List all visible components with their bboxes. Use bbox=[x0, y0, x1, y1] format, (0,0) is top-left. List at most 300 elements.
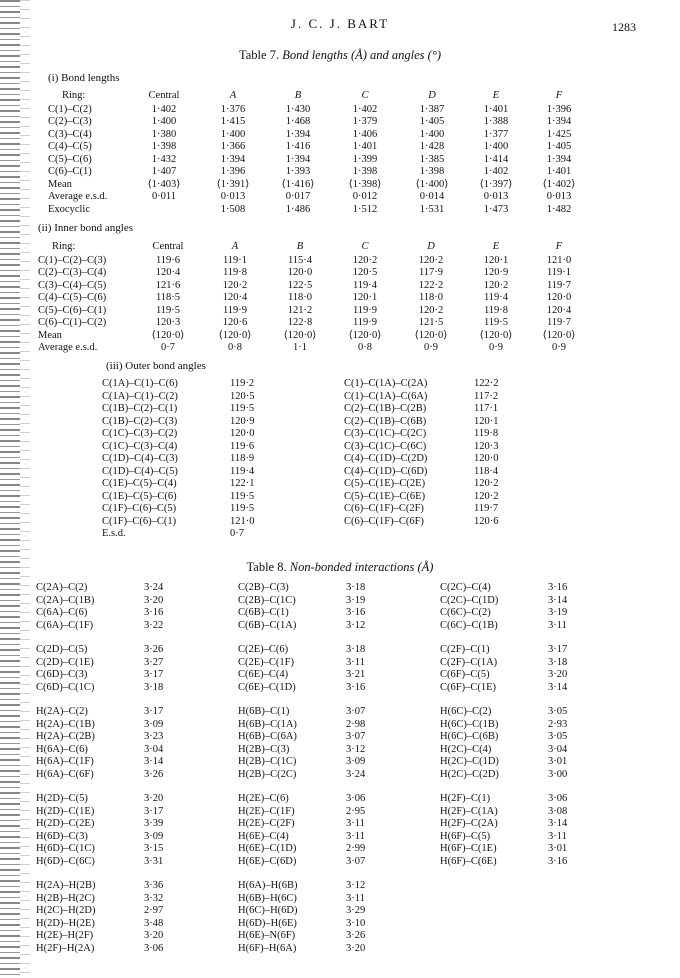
row-label: C(1)–C(2) bbox=[48, 103, 92, 115]
table-cell: 1·402 bbox=[352, 103, 378, 115]
outer-angles-left bbox=[102, 378, 280, 541]
angle-label: C(2)–C(1B)–C(6B) bbox=[344, 415, 427, 427]
distance-value: 3·06 bbox=[548, 793, 568, 804]
angle-row bbox=[344, 503, 524, 516]
interaction-row bbox=[440, 856, 588, 869]
distance-value: 2·99 bbox=[346, 843, 366, 854]
angle-value: 118·9 bbox=[230, 453, 255, 464]
interaction-row bbox=[36, 607, 184, 620]
interaction-group bbox=[238, 880, 386, 955]
atom-pair: H(6A)–C(6) bbox=[36, 743, 88, 755]
interaction-row bbox=[440, 657, 588, 670]
table-cell: 1·486 bbox=[285, 203, 311, 215]
interaction-row bbox=[440, 620, 588, 633]
distance-value: 3·11 bbox=[346, 892, 365, 904]
table-cell: ⟨1·402⟩ bbox=[542, 178, 576, 190]
atom-pair: H(6B)–C(6A) bbox=[238, 731, 297, 742]
column-header-central: Central bbox=[152, 241, 184, 252]
table-cell bbox=[128, 204, 200, 217]
row-label: C(1)–C(2)–C(3) bbox=[38, 254, 107, 266]
angle-label: C(5)–C(1E)–C(6E) bbox=[344, 490, 426, 502]
interaction-row bbox=[238, 744, 386, 757]
atom-pair: H(6D)–C(1C) bbox=[36, 843, 95, 854]
atom-pair: H(2E)–H(2F) bbox=[36, 930, 94, 941]
distance-value: 3·11 bbox=[346, 656, 365, 668]
angle-label: C(1F)–C(6)–C(5) bbox=[102, 503, 177, 514]
interaction-row bbox=[36, 657, 184, 670]
table-cell: 0·011 bbox=[151, 191, 177, 202]
distance-value: 3·09 bbox=[346, 756, 366, 767]
distance-value: 3·19 bbox=[548, 607, 568, 618]
distance-value: 3·14 bbox=[548, 594, 568, 606]
table-cell: 1·394 bbox=[546, 153, 572, 165]
interaction-row bbox=[36, 669, 184, 682]
distance-value: 3·20 bbox=[144, 594, 164, 606]
table-cell: 1·405 bbox=[419, 116, 445, 127]
atom-pair: H(6E)–C(1D) bbox=[238, 843, 297, 854]
distance-value: 3·18 bbox=[548, 656, 568, 668]
atom-pair: C(2B)–C(1C) bbox=[238, 594, 296, 606]
inner-angles-table bbox=[38, 241, 590, 355]
interaction-row bbox=[238, 818, 386, 831]
interaction-group bbox=[36, 793, 184, 868]
atom-pair: C(2C)–C(4) bbox=[440, 582, 491, 593]
column-header-ring-a: A bbox=[231, 241, 239, 252]
interaction-row bbox=[36, 880, 184, 893]
distance-value: 3·17 bbox=[144, 669, 164, 680]
table-cell: 1·394 bbox=[285, 128, 311, 140]
distance-value: 3·00 bbox=[548, 768, 568, 780]
angle-label: C(2)–C(1B)–C(2B) bbox=[344, 403, 427, 414]
row-label: C(6)–C(1) bbox=[48, 166, 92, 177]
atom-pair: C(6B)–C(1) bbox=[238, 607, 289, 618]
interaction-row bbox=[36, 756, 184, 769]
table-cell: 1·398 bbox=[419, 166, 445, 177]
row-label: C(5)–C(6) bbox=[48, 153, 92, 165]
table-cell: 1·401 bbox=[352, 141, 378, 152]
interaction-row bbox=[238, 769, 386, 782]
column-header-ring-d: D bbox=[428, 90, 436, 101]
atom-pair: H(2C)–H(2D) bbox=[36, 905, 96, 916]
atom-pair: C(2A)–C(1B) bbox=[36, 594, 95, 606]
bond-lengths-table bbox=[48, 90, 590, 216]
distance-value: 3·32 bbox=[144, 892, 164, 904]
interaction-row bbox=[238, 905, 386, 918]
atom-pair: H(6D)–C(6C) bbox=[36, 855, 95, 867]
table-cell: 1·402 bbox=[483, 166, 509, 177]
table-cell: ⟨120·0⟩ bbox=[218, 329, 252, 341]
table-cell: 1·401 bbox=[546, 166, 572, 177]
distance-value: 3·22 bbox=[144, 619, 164, 631]
atom-pair: H(6F)–H(6A) bbox=[238, 942, 297, 954]
table-cell: 0·012 bbox=[352, 191, 378, 202]
table-cell: 120·2 bbox=[222, 279, 248, 291]
atom-pair: C(2F)–C(1) bbox=[440, 644, 490, 655]
column-header-ring-e: E bbox=[492, 90, 500, 101]
angle-value: 119·2 bbox=[230, 378, 255, 389]
table-cell: 121·2 bbox=[287, 304, 313, 316]
table-cell: 0·7 bbox=[161, 342, 175, 353]
interaction-row bbox=[238, 843, 386, 856]
atom-pair: H(2D)–C(5) bbox=[36, 793, 88, 804]
table-row bbox=[38, 280, 590, 293]
angle-value: 119·5 bbox=[230, 490, 255, 502]
angle-value: 119·5 bbox=[230, 503, 255, 514]
distance-value: 3·16 bbox=[548, 855, 568, 867]
angle-value: 119·4 bbox=[230, 465, 255, 477]
table-row bbox=[48, 129, 590, 142]
atom-pair: C(2F)–C(1A) bbox=[440, 656, 498, 668]
angle-value: 120·6 bbox=[474, 515, 499, 527]
angle-row bbox=[102, 428, 280, 441]
atom-pair: H(6B)–C(1A) bbox=[238, 718, 297, 730]
distance-value: 3·01 bbox=[548, 756, 568, 767]
atom-pair: C(6C)–C(1B) bbox=[440, 619, 498, 631]
distance-value: 3·24 bbox=[346, 768, 366, 780]
interaction-group bbox=[36, 582, 184, 632]
column-header-ring-d: D bbox=[427, 241, 435, 252]
table-row bbox=[38, 342, 590, 355]
atom-pair: C(2D)–C(1E) bbox=[36, 656, 94, 668]
atom-pair: C(2E)–C(1F) bbox=[238, 656, 294, 668]
row-label: C(3)–C(4)–C(5) bbox=[38, 279, 107, 291]
table-cell: ⟨120·0⟩ bbox=[151, 329, 185, 341]
atom-pair: C(6E)–C(4) bbox=[238, 669, 289, 680]
interaction-row bbox=[36, 806, 184, 819]
table-cell: 1·401 bbox=[483, 103, 509, 115]
interaction-row bbox=[36, 905, 184, 918]
atom-pair: C(6B)–C(1A) bbox=[238, 619, 297, 631]
interaction-row bbox=[36, 818, 184, 831]
table-cell: 119·1 bbox=[222, 254, 248, 266]
table-cell: 119·8 bbox=[222, 267, 248, 278]
interaction-group bbox=[36, 706, 184, 781]
interaction-row bbox=[238, 756, 386, 769]
distance-value: 3·20 bbox=[144, 930, 164, 941]
table-cell: 120·2 bbox=[418, 304, 444, 316]
running-header-author: J. C. J. BART bbox=[290, 16, 390, 31]
atom-pair: C(6E)–C(1D) bbox=[238, 681, 296, 693]
interaction-row bbox=[36, 769, 184, 782]
interaction-row bbox=[238, 893, 386, 906]
angle-label: C(1)–C(1A)–C(6A) bbox=[344, 390, 428, 402]
distance-value: 3·20 bbox=[144, 793, 164, 804]
distance-value: 3·17 bbox=[548, 644, 568, 655]
table-cell: 119·5 bbox=[483, 317, 509, 328]
table-row bbox=[48, 179, 590, 192]
angle-row bbox=[102, 391, 280, 404]
table-cell: 122·8 bbox=[287, 317, 313, 328]
table-cell: 120·0 bbox=[287, 267, 313, 278]
table-cell: 1·398 bbox=[151, 141, 177, 152]
distance-value: 3·11 bbox=[548, 830, 567, 842]
interaction-row bbox=[440, 719, 588, 732]
interaction-row bbox=[440, 582, 588, 595]
distance-value: 3·12 bbox=[346, 743, 366, 755]
row-label: Average e.s.d. bbox=[48, 191, 108, 202]
table-cell: 1·400 bbox=[151, 116, 177, 127]
table-cell: 1·425 bbox=[546, 128, 572, 140]
table-cell: 1·377 bbox=[483, 128, 509, 140]
table-cell: 119·7 bbox=[546, 279, 572, 291]
scan-edge-shadow bbox=[0, 0, 20, 978]
atom-pair: H(6A)–C(1F) bbox=[36, 756, 94, 767]
distance-value: 3·18 bbox=[346, 582, 366, 593]
atom-pair: C(6F)–C(1E) bbox=[440, 681, 496, 693]
table-cell: ⟨120·0⟩ bbox=[479, 329, 513, 341]
table-cell: 120·4 bbox=[546, 304, 572, 316]
table-cell: 119·4 bbox=[483, 292, 509, 303]
table-cell: 1·379 bbox=[352, 116, 378, 127]
interaction-row bbox=[238, 831, 386, 844]
angle-label: C(1A)–C(1)–C(2) bbox=[102, 390, 178, 402]
interaction-row bbox=[440, 682, 588, 695]
distance-value: 3·27 bbox=[144, 656, 164, 668]
column-header-ring-f: F bbox=[555, 90, 563, 101]
table-cell: 0·013 bbox=[546, 191, 572, 202]
distance-value: 3·11 bbox=[548, 619, 567, 631]
table-cell: 1·432 bbox=[151, 153, 177, 165]
atom-pair: C(6D)–C(1C) bbox=[36, 681, 95, 693]
table-cell: ⟨1·391⟩ bbox=[216, 178, 250, 190]
atom-pair: H(2E)–C(1F) bbox=[238, 805, 295, 817]
row-label: C(3)–C(4) bbox=[48, 128, 92, 140]
interaction-row bbox=[36, 943, 184, 956]
table-cell: 1·387 bbox=[419, 103, 445, 115]
angle-row bbox=[344, 441, 524, 454]
table-cell: 120·4 bbox=[155, 267, 181, 278]
angle-label: C(4)–C(1D)–C(6D) bbox=[344, 465, 428, 477]
angle-label: E.s.d. bbox=[102, 528, 126, 539]
atom-pair: H(2E)–C(6) bbox=[238, 793, 289, 804]
table-cell: 1·407 bbox=[151, 166, 177, 177]
distance-value: 3·12 bbox=[346, 880, 366, 891]
distance-value: 3·10 bbox=[346, 917, 366, 929]
column-header-central: Central bbox=[148, 90, 180, 101]
interaction-row bbox=[440, 595, 588, 608]
angle-value: 118·4 bbox=[474, 465, 499, 477]
interaction-row bbox=[36, 731, 184, 744]
row-label: C(4)–C(5)–C(6) bbox=[38, 292, 107, 303]
distance-value: 2·93 bbox=[548, 718, 568, 730]
column-header-ring-e: E bbox=[492, 241, 500, 252]
interaction-row bbox=[238, 930, 386, 943]
angle-row bbox=[344, 391, 524, 404]
angle-row bbox=[344, 516, 524, 529]
table-row bbox=[48, 116, 590, 129]
distance-value: 3·31 bbox=[144, 855, 164, 867]
table7-title: Bond lengths (Å) and angles (°) bbox=[282, 48, 441, 62]
interaction-row bbox=[440, 818, 588, 831]
interaction-row bbox=[440, 731, 588, 744]
interaction-row bbox=[238, 943, 386, 956]
distance-value: 2·95 bbox=[346, 805, 366, 817]
page-number: 1283 bbox=[612, 20, 636, 34]
table-cell: 1·428 bbox=[419, 141, 445, 152]
interaction-group bbox=[238, 644, 386, 694]
distance-value: 3·16 bbox=[144, 607, 164, 618]
angle-value: 120·1 bbox=[474, 415, 499, 427]
distance-value: 3·14 bbox=[548, 818, 568, 829]
distance-value: 3·16 bbox=[548, 582, 568, 593]
ring-label: Ring: bbox=[62, 90, 86, 101]
angle-row bbox=[102, 441, 280, 454]
angle-label: C(1D)–C(4)–C(5) bbox=[102, 465, 178, 477]
table-row bbox=[48, 204, 590, 217]
interaction-row bbox=[440, 831, 588, 844]
interaction-row bbox=[36, 582, 184, 595]
table-cell: 1·400 bbox=[419, 128, 445, 140]
angle-value: 119·6 bbox=[230, 440, 255, 452]
table-cell: 119·9 bbox=[352, 317, 378, 328]
row-label: C(5)–C(6)–C(1) bbox=[38, 304, 107, 316]
atom-pair: C(2C)–C(1D) bbox=[440, 594, 499, 606]
table-cell: 0·9 bbox=[552, 342, 566, 353]
interaction-row bbox=[36, 856, 184, 869]
atom-pair: C(6A)–C(1F) bbox=[36, 619, 94, 631]
angle-value: 117·2 bbox=[474, 390, 499, 402]
table-cell: 120·2 bbox=[483, 279, 509, 291]
interaction-row bbox=[36, 831, 184, 844]
atom-pair: C(2A)–C(2) bbox=[36, 582, 88, 593]
distance-value: 3·26 bbox=[144, 644, 164, 655]
table-cell: 120·1 bbox=[352, 292, 378, 303]
distance-value: 3·18 bbox=[346, 644, 366, 655]
table-cell: 1·399 bbox=[352, 153, 378, 165]
angle-row bbox=[102, 403, 280, 416]
angle-value: 120·5 bbox=[230, 390, 255, 402]
angle-row bbox=[344, 453, 524, 466]
interaction-row bbox=[36, 644, 184, 657]
table-row bbox=[48, 104, 590, 117]
table-cell: ⟨1·416⟩ bbox=[281, 178, 315, 190]
table8-caption bbox=[0, 560, 680, 575]
angle-row bbox=[102, 503, 280, 516]
table-cell: 1·405 bbox=[546, 141, 572, 152]
atom-pair: H(6D)–C(3) bbox=[36, 830, 88, 842]
angle-row bbox=[102, 528, 280, 541]
angle-value: 0·7 bbox=[230, 528, 244, 539]
distance-value: 3·17 bbox=[144, 805, 164, 817]
interaction-row bbox=[36, 706, 184, 719]
atom-pair: C(2E)–C(6) bbox=[238, 644, 289, 655]
atom-pair: C(6F)–C(5) bbox=[440, 669, 490, 680]
angle-label: C(1C)–C(3)–C(2) bbox=[102, 428, 178, 439]
outer-angles-right bbox=[344, 378, 524, 528]
outer-angles-heading: (iii) Outer bond angles bbox=[106, 360, 206, 372]
table-cell: 1·512 bbox=[352, 203, 378, 215]
interaction-row bbox=[36, 682, 184, 695]
row-label: Mean bbox=[48, 178, 72, 190]
table7-caption bbox=[0, 48, 680, 63]
interaction-row bbox=[238, 731, 386, 744]
table-cell: 119·5 bbox=[155, 304, 181, 316]
distance-value: 3·07 bbox=[346, 855, 366, 867]
angle-row bbox=[102, 516, 280, 529]
table-cell: 1·402 bbox=[151, 103, 177, 115]
atom-pair: H(6C)–H(6D) bbox=[238, 905, 298, 916]
row-label: Mean bbox=[38, 329, 62, 341]
interaction-row bbox=[238, 620, 386, 633]
interaction-row bbox=[36, 719, 184, 732]
interaction-group bbox=[238, 706, 386, 781]
row-label: C(2)–C(3) bbox=[48, 116, 92, 127]
table-cell: 120·0 bbox=[546, 292, 572, 303]
table-cell: 119·9 bbox=[352, 304, 378, 316]
table-row bbox=[38, 330, 590, 343]
angle-value: 122·1 bbox=[230, 478, 255, 489]
table-cell: 120·2 bbox=[418, 254, 444, 266]
table-cell: 121·5 bbox=[418, 317, 444, 328]
table-cell: 0·017 bbox=[285, 191, 311, 202]
atom-pair: H(2F)–C(1A) bbox=[440, 805, 498, 817]
distance-value: 3·09 bbox=[144, 718, 164, 730]
table-cell: 119·6 bbox=[155, 254, 181, 266]
interaction-row bbox=[238, 793, 386, 806]
table-row bbox=[38, 267, 590, 280]
distance-value: 3·14 bbox=[144, 756, 164, 767]
angle-value: 122·2 bbox=[474, 378, 499, 389]
atom-pair: H(2D)–H(2E) bbox=[36, 917, 95, 929]
row-label: C(6)–C(1)–C(2) bbox=[38, 317, 107, 328]
interaction-group bbox=[238, 793, 386, 868]
table8-title: Non-bonded interactions (Å) bbox=[289, 560, 434, 574]
interaction-row bbox=[238, 918, 386, 931]
interaction-row bbox=[440, 607, 588, 620]
distance-value: 3·15 bbox=[144, 843, 164, 854]
table-row bbox=[38, 292, 590, 305]
interaction-row bbox=[238, 669, 386, 682]
table-cell: 1·468 bbox=[285, 116, 311, 127]
atom-pair: H(2B)–C(1C) bbox=[238, 756, 297, 767]
atom-pair: H(6A)–C(6F) bbox=[36, 768, 94, 780]
angle-row bbox=[344, 491, 524, 504]
distance-value: 3·39 bbox=[144, 818, 164, 829]
interaction-row bbox=[238, 682, 386, 695]
distance-value: 3·06 bbox=[346, 793, 366, 804]
table-cell: 121·0 bbox=[546, 254, 572, 266]
distance-value: 2·98 bbox=[346, 718, 366, 730]
table-cell: 119·1 bbox=[546, 267, 572, 278]
angle-label: C(1E)–C(5)–C(6) bbox=[102, 490, 177, 502]
angle-label: C(1A)–C(1)–C(6) bbox=[102, 378, 178, 389]
angle-row bbox=[102, 491, 280, 504]
table-cell: ⟨120·0⟩ bbox=[348, 329, 382, 341]
table-cell: 118·5 bbox=[155, 292, 181, 303]
atom-pair: H(2B)–C(2C) bbox=[238, 768, 297, 780]
interaction-row bbox=[36, 893, 184, 906]
table-header-row bbox=[48, 90, 590, 103]
table-cell: 1·385 bbox=[419, 153, 445, 165]
atom-pair: H(2B)–C(3) bbox=[238, 743, 290, 755]
distance-value: 3·08 bbox=[548, 805, 568, 817]
angle-row bbox=[102, 416, 280, 429]
table-cell: 1·394 bbox=[546, 116, 572, 127]
atom-pair: C(6A)–C(6) bbox=[36, 607, 88, 618]
atom-pair: H(2A)–C(1B) bbox=[36, 718, 95, 730]
atom-pair: H(6C)–C(6B) bbox=[440, 731, 499, 742]
table-cell: 0·013 bbox=[483, 191, 509, 202]
angle-row bbox=[102, 466, 280, 479]
atom-pair: H(6B)–C(1) bbox=[238, 706, 290, 717]
atom-pair: H(6F)–C(5) bbox=[440, 830, 491, 842]
table-cell: 1·394 bbox=[285, 153, 311, 165]
atom-pair: H(6C)–C(1B) bbox=[440, 718, 499, 730]
table-cell: ⟨1·398⟩ bbox=[348, 178, 382, 190]
atom-pair: C(2B)–C(3) bbox=[238, 582, 289, 593]
interaction-row bbox=[440, 843, 588, 856]
angle-value: 119·8 bbox=[474, 428, 499, 439]
